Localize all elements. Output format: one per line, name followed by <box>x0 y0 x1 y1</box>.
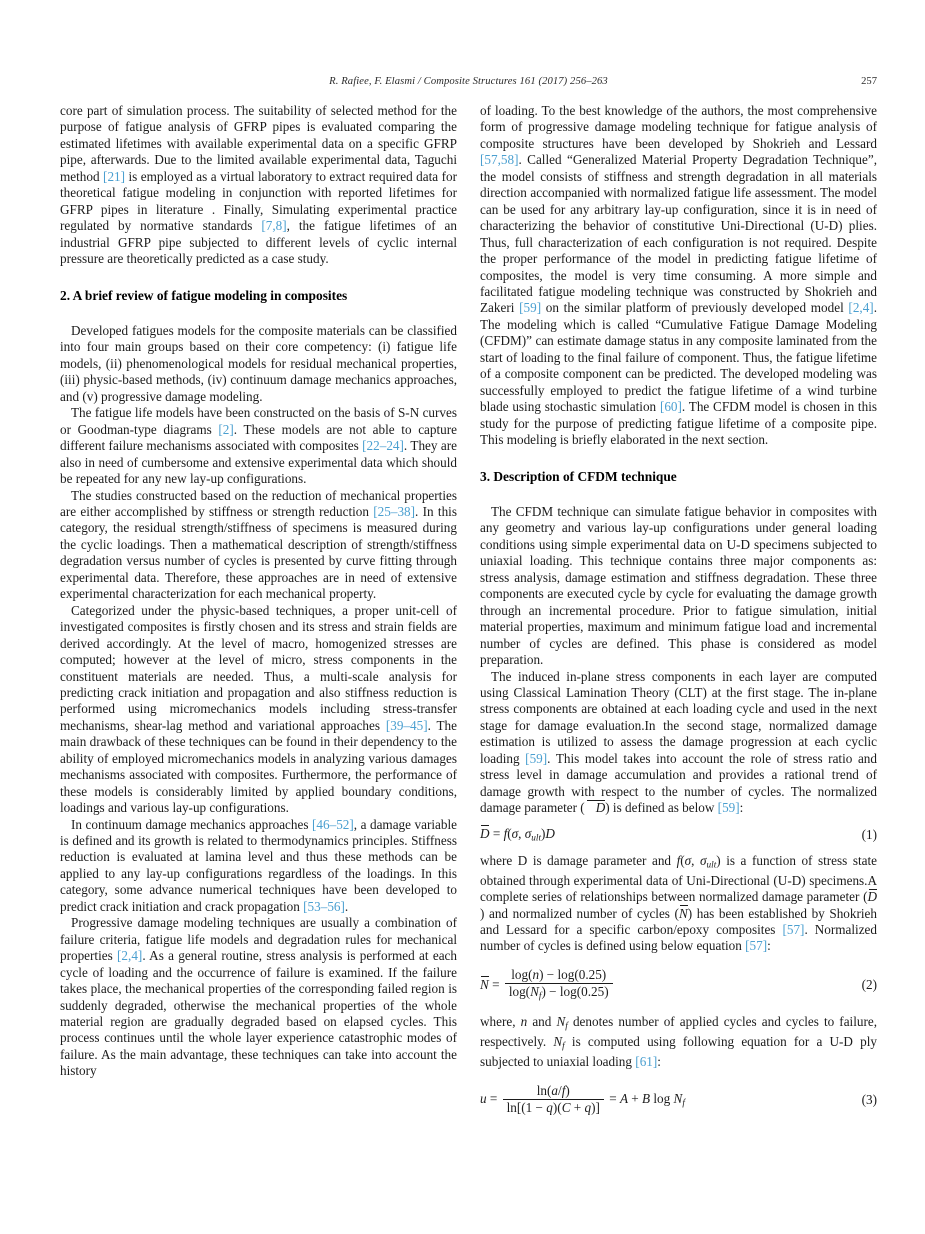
text-run: log <box>650 1090 674 1106</box>
text-run: . Called “Generalized Material Property Degradation Technique”, the model consists of stiffness and strength degradation in all materials direction accompanied with normalized fatigue life assessment. The model can be used for any arbitrary lay-up configuration, since it is in need of characterizing the behavior of constitutive Uni-Directional (U-D) plies. Thus, full characterization of each configuration is not required. Despite the proper performance of the model in predicting fatigue lifetime of composites, the model is very time consuming. A more simple and facilitated fatigue modeling technique was constructed by Shokrieh and Zakeri <box>480 152 877 316</box>
equation-lhs <box>480 977 503 992</box>
text-run: log( <box>511 966 533 982</box>
text-run: . <box>344 898 349 914</box>
citation-link[interactable]: [7,8] <box>261 218 287 234</box>
text-run: σ <box>684 852 692 868</box>
paragraph <box>480 669 877 817</box>
text-run: ) is defined as below <box>605 800 718 816</box>
text-run: ln( <box>536 1082 552 1098</box>
fraction <box>505 967 613 1004</box>
text-run: The induced in-plane stress components in each layer are computed using Classical Lamination Theory (CLT) at the first stage. The in-plane stress components are obtained at each loading cycle and used in the next stage for damage evaluation.In the second stage, normalized damage estimation is utilized to assess the damage progression at each cyclic loading <box>480 668 877 766</box>
text-run: of loading. To the best knowledge of the authors, the most comprehensive form of progressive damage modeling technique for fatigue analysis of composite structures have been developed by Shokrieh and Lessard <box>480 103 877 151</box>
fraction-denominator <box>505 983 613 1004</box>
text-run: f <box>561 1082 566 1098</box>
text-run: u <box>480 1090 487 1106</box>
text-run: n <box>532 966 540 982</box>
text-run: , <box>518 825 525 841</box>
paragraph <box>60 103 457 268</box>
text-run: ln[(1 − <box>506 1100 547 1116</box>
text-run: In continuum damage mechanics approaches <box>71 816 313 832</box>
text-run: f <box>676 852 681 868</box>
citation-link[interactable]: [2,4] <box>117 948 143 964</box>
text-run: ( <box>680 852 685 868</box>
text-run: Progressive damage modeling techniques are usually a combination of failure criteria, fatigue life models and degradation rules for mechanical properties <box>60 915 457 964</box>
text-run: . The main drawback of these techniques can be found in their dependency to the ability of employed micromechanics models in analyzing various damages mechanisms associated with composites. Furthermore, the performance of these models is considerably limited by applied boundary conditions, loadings and various lay-up configurations. <box>60 717 457 816</box>
equation-number: (2) <box>861 977 877 993</box>
text-run: q <box>546 1100 553 1116</box>
text-run: + <box>628 1090 643 1106</box>
text-run: ) <box>565 1082 570 1098</box>
text-run: where D is damage parameter and <box>480 852 677 868</box>
two-column-layout <box>60 103 877 1127</box>
text-run: . The modeling which is called “Cumulative Fatigue Damage Modeling (CFDM)” can estimate damage status in any composite laminated from the start of loading to the final failure of component. Thus, the fatigue lifetime of a composite component can be predicted. The developed modeling was successfully employed to predict the fatigue lifetime of a wind turbine blade using stochastic simulation <box>480 300 877 415</box>
paragraph <box>60 488 457 603</box>
text-run: f <box>565 1020 568 1031</box>
text-run: The studies constructed based on the reduction of mechanical properties are either accomplished by stiffness or strength reduction <box>60 487 457 519</box>
text-run: , a damage variable is defined and its growth is related to thermodynamics principles. Stiffness reduction is evaluated at lamina level and thus these methods can be applied to any lay-up configurations regardless of the loadings. In this category, some advance numerical techniques have been developed to predict crack initiation and crack propagation <box>60 816 457 914</box>
text-run: n <box>520 1014 528 1030</box>
text-run: denotes number of applied cycles and cycles to failure, respectively. <box>480 1014 878 1050</box>
citation-link[interactable]: [59] <box>519 300 542 316</box>
text-run: ) is a function of stress state obtained through experimental data of Uni-Directional (U-D) specimens.A complete series of relationships between normalized damage parameter ( <box>480 852 878 905</box>
text-run: . Normalized number of cycles is defined using below equation <box>480 922 877 954</box>
paragraph <box>480 504 877 669</box>
equation-number: (1) <box>861 827 877 843</box>
equation-body <box>480 826 555 846</box>
text-run: ) − log(0.25) <box>541 984 609 1000</box>
paragraph <box>60 323 457 405</box>
text-run: D <box>585 800 606 816</box>
text-run: ult <box>531 832 542 843</box>
journal-citation: R. Rafiee, F. Elasmi / Composite Structures 161 (2017) 256–263 <box>329 76 608 87</box>
text-run: = <box>605 1090 620 1106</box>
equation-body <box>480 967 615 1004</box>
text-run: ( <box>507 825 512 841</box>
left-column <box>60 103 457 1127</box>
citation-link[interactable]: [46–52] <box>312 816 354 832</box>
text-run: . They are also in need of cumbersome and extensive experimental data which should be repeated for any new lay-up configurations. <box>60 438 457 487</box>
paragraph <box>60 817 457 916</box>
equation-3 <box>480 1083 877 1117</box>
text-run: / <box>558 1082 562 1098</box>
text-run: C <box>561 1100 571 1116</box>
text-run: D <box>480 825 490 841</box>
paragraph <box>60 603 457 817</box>
paragraph <box>480 103 877 449</box>
citation-link[interactable]: [60] <box>659 399 682 415</box>
page-number: 257 <box>861 76 877 87</box>
citation-link[interactable]: [57,58] <box>480 152 519 168</box>
equation-lhs <box>480 1091 501 1106</box>
text-run: . These models are not able to capture different failure mechanisms associated with composites <box>60 421 457 454</box>
text-run: N <box>553 1034 563 1050</box>
text-run: f <box>562 1041 565 1051</box>
text-run: N <box>673 1090 683 1106</box>
text-run: The fatigue life models have been constructed on the basis of S-N curves or Goodman-type diagrams <box>60 405 457 437</box>
citation-link[interactable]: [2] <box>218 421 234 437</box>
text-run: = <box>486 1090 501 1106</box>
text-run: log( <box>508 984 531 1000</box>
citation-link[interactable]: [21] <box>103 168 126 184</box>
text-run: . The CFDM model is chosen in this study for the purpose of predicting fatigue lifetime of a composite pipe. This modeling is briefly elaborated in the next section. <box>480 399 877 448</box>
section-heading-2: 2. A brief review of fatigue modeling in composites <box>60 287 348 303</box>
text-run: f <box>503 825 508 841</box>
text-run: , the fatigue lifetimes of an industrial GFRP pipe subjected to different levels of cyclic internal pressure are theoretically predicted as a case study. <box>60 218 457 267</box>
fraction-denominator <box>503 1099 604 1116</box>
text-run: : <box>739 800 744 816</box>
text-run: . In this category, the residual strength/stiffness of specimens is measured during the cyclic loadings. Then a mathematical description of strength/stiffness degradation versus number of cycles is presented by curve fitting through experimental data. Therefore, these approaches are in need of extensive experimental characterization for each mechanical property. <box>60 503 457 602</box>
text-run: is employed as a virtual laboratory to extract required data for theoretical fatigue modeling in conjunction with reported lifetimes for GFRP pipes in literature . Finally, Simulating experimental practice regulated by normative standards <box>60 168 457 234</box>
fraction-numerator <box>505 967 613 983</box>
text-run: f <box>682 1097 685 1108</box>
citation-link[interactable]: [61] <box>635 1054 658 1070</box>
text-run: + <box>570 1100 585 1116</box>
text-run: = <box>489 825 504 841</box>
citation-link[interactable]: [57] <box>782 922 805 937</box>
equation-1 <box>480 826 877 846</box>
text-run: is computed using following equation for a U-D ply subjected to uniaxial loading <box>480 1034 877 1070</box>
text-run: σ <box>511 825 519 841</box>
text-run: σ <box>700 852 707 868</box>
citation-link[interactable]: [25–38] <box>373 503 416 519</box>
paragraph <box>60 405 457 487</box>
text-run: σ <box>524 825 532 841</box>
citation-link[interactable]: [59] <box>525 750 548 766</box>
citation-link[interactable]: [39–45] <box>385 717 428 733</box>
text-run: ) has been established by Shokrieh and Lessard for a specific carbon/epoxy composites <box>480 905 877 937</box>
text-run: , <box>691 852 701 868</box>
running-head <box>60 76 877 92</box>
text-run: : <box>767 938 771 954</box>
citation-link[interactable]: [57] <box>745 938 768 954</box>
text-run: ) and normalized number of cycles ( <box>480 905 679 921</box>
equation-rhs <box>606 1091 685 1106</box>
text-run: q <box>584 1100 592 1116</box>
fraction-numerator <box>503 1083 604 1099</box>
text-run: ult <box>706 859 717 870</box>
text-run: B <box>642 1090 651 1106</box>
text-run: and <box>527 1014 557 1030</box>
fraction <box>503 1083 604 1117</box>
paragraph <box>480 853 877 955</box>
citation-link[interactable]: [59] <box>717 800 740 816</box>
text-run: f <box>538 990 542 1001</box>
equation-2 <box>480 967 877 1004</box>
citation-link[interactable]: [2,4] <box>848 300 874 316</box>
text-run: D <box>545 825 555 841</box>
text-run: D <box>867 889 877 905</box>
text-run: a <box>551 1082 559 1098</box>
citation-link[interactable]: [22–24] <box>362 438 404 454</box>
text-run: )( <box>552 1100 562 1116</box>
text-run: A <box>619 1090 628 1106</box>
text-run: on the similar platform of previously developed model <box>541 300 849 316</box>
text-run: . As a general routine, stress analysis is performed at each cycle of loading and the occurrence of failure is examined. If the failure takes place, the mechanical properties of the corresponding failed region is suddenly degraded, otherwise the mechanical properties of the whole material region are gradually degraded based on elapsed cycles. This process continues until the whole layer experience catastrophic modes of failure. As the main advantage, these techniques can take into account the history <box>60 948 457 1079</box>
paragraph <box>60 915 457 1080</box>
text-run: N <box>480 976 489 992</box>
citation-link[interactable]: [53–56] <box>303 898 345 914</box>
text-run: : <box>657 1054 661 1070</box>
text-run: Categorized under the physic-based techniques, a proper unit-cell of investigated composites is firstly chosen and its stress and strain fields are derived accordingly. At the level of macro, homogenized stresses are computed; however at the level of micro, stress components in the constituent materials are needed. Thus, a multi-scale analysis for predicting crack initiation and propagation and also stiffness reduction is performed using micromechanics models including stress-transfer mechanisms, shear-lag method and variational approaches <box>60 602 457 733</box>
section-heading-3: 3. Description of CFDM technique <box>480 468 677 484</box>
text-run: )] <box>591 1100 600 1116</box>
text-run: . This model takes into account the role of stress ratio and stress level in damage accumulation and provides a rational trend of damage growth with respect to the number of cycles. The normalized damage parameter ( <box>480 750 877 816</box>
text-run: Developed fatigues models for the composite materials can be classified into four main groups based on their core competency: (i) fatigue life models, (ii) phenomenological models for residual mechanical properties, (iii) physic-based methods, (iv) continuum damage mechanics approaches, and (v) progressive damage modeling. <box>60 322 457 404</box>
text-run: ) <box>541 825 546 841</box>
paragraph <box>480 1014 877 1071</box>
text-run: N <box>678 905 688 921</box>
right-column <box>480 103 877 1127</box>
text-run: where, <box>480 1014 521 1030</box>
text-run: core part of simulation process. The suitability of selected method for the purpose of fatigue analysis of GFRP pipes is evaluated comparing the estimated lifetimes with available experimental data on a specific GFRP pipe, afterwards. Due to the limited available experimental data, Taguchi method <box>60 103 457 184</box>
text-run: The CFDM technique can simulate fatigue behavior in composites with any geometry and various lay-up configurations under general loading conditions using simple experimental data on U-D specimens subjected to uniaxial loading. This technique contains three major components as: stress analysis, damage estimation and stiffness degradation. These three components are executed cycle by cycle for evaluating the damage growth through an incremental procedure. Prior to fatigue simulation, initial material properties, maximum and minimum fatigue load and incremental number of cycles are defined. This phase is considered as model preparation. <box>480 503 877 668</box>
equation-number: (3) <box>861 1091 877 1107</box>
equation-body <box>480 1083 685 1117</box>
text-run: = <box>488 976 503 992</box>
text-run: ) − log(0.25) <box>539 966 607 982</box>
text-run: N <box>530 984 539 1000</box>
text-run: N <box>556 1014 566 1030</box>
